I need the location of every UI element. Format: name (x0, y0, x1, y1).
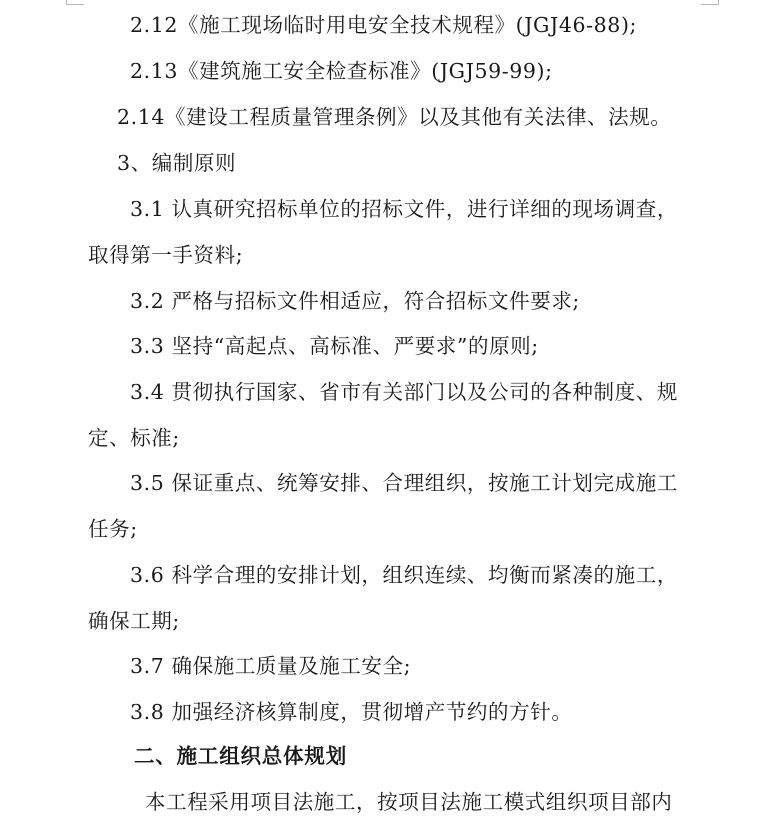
principle-3-3: 3.3 坚持“高起点、高标准、严要求”的原则; (130, 334, 539, 358)
page-corner-mark-right (700, 0, 719, 4)
principle-3-5: 3.5 保证重点、统筹安排、合理组织，按施工计划完成施工 (130, 471, 678, 495)
principle-3-7: 3.7 确保施工质量及施工安全; (130, 654, 412, 678)
principle-3-8: 3.8 加强经济核算制度，贯彻增产节约的方针。 (130, 700, 573, 724)
principle-3-4: 3.4 贯彻执行国家、省市有关部门以及公司的各种制度、规 (130, 380, 678, 404)
principle-3-2: 3.2 严格与招标文件相适应，符合招标文件要求; (130, 289, 580, 313)
principle-3-6-continued: 确保工期; (88, 609, 180, 633)
principle-3-6: 3.6 科学合理的安排计划，组织连续、均衡而紧凑的施工， (130, 563, 678, 587)
principle-3-1: 3.1 认真研究招标单位的招标文件，进行详细的现场调查， (130, 197, 678, 221)
principle-3-5-continued: 任务; (88, 517, 138, 541)
regulation-item-2-14: 2.14《建设工程质量管理条例》以及其他有关法律、法规。 (117, 105, 672, 129)
principle-3-1-continued: 取得第一手资料; (88, 243, 244, 267)
page-corner-mark-left (66, 0, 85, 4)
section-heading-principles: 3、编制原则 (117, 151, 237, 175)
regulation-item-2-13: 2.13《建筑施工安全检查标准》(JGJ59-99); (130, 59, 553, 83)
principle-3-4-continued: 定、标准; (88, 426, 180, 450)
regulation-item-2-12: 2.12《施工现场临时用电安全技术规程》(JGJ46-88); (130, 13, 638, 37)
overall-planning-paragraph: 本工程采用项目法施工，按项目法施工模式组织项目部内 (145, 790, 673, 814)
section-heading-overall-planning: 二、施工组织总体规划 (134, 744, 347, 768)
